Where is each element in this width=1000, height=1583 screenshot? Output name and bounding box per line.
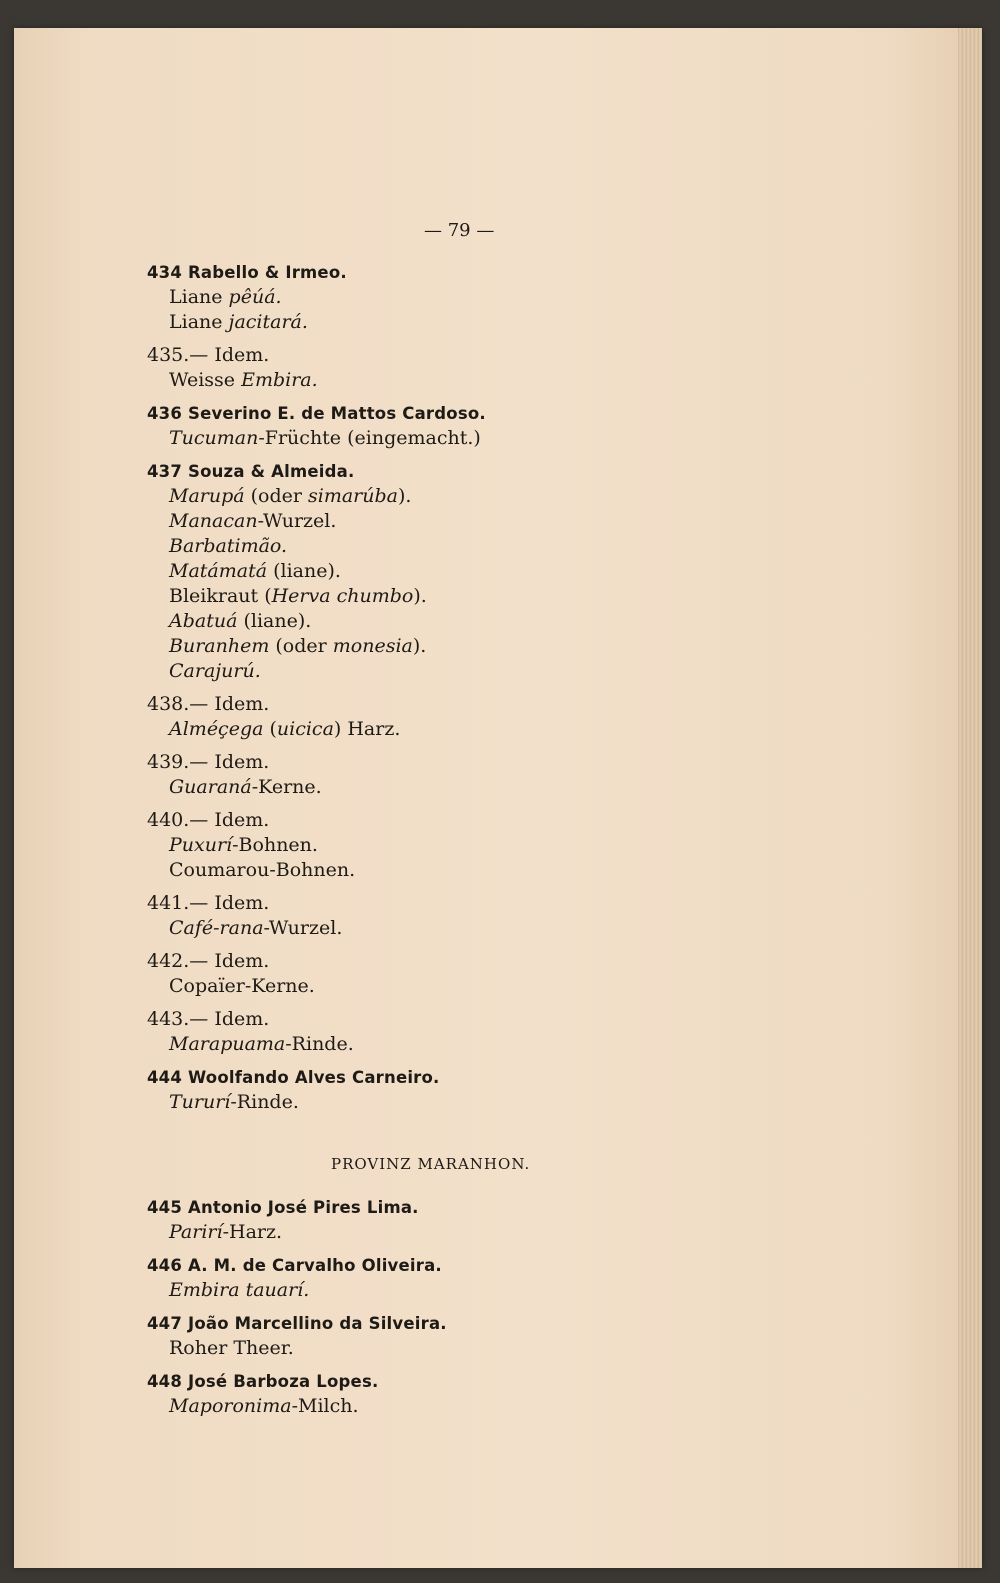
text-run: -Harz. (222, 1221, 283, 1243)
catalog-entry (147, 692, 607, 742)
entry-heading: 447 João Marcellino da Silveira. (147, 1314, 447, 1333)
entry-list-maranhon (147, 1195, 607, 1419)
text-run: -Wurzel. (257, 510, 337, 532)
entry-heading: 448 José Barboza Lopes. (147, 1372, 379, 1391)
italic-term: Matámatá (169, 560, 268, 582)
entry-heading: 446 A. M. de Carvalho Oliveira. (147, 1256, 442, 1275)
text-run: (liane). (237, 610, 312, 632)
page-content (147, 260, 607, 1427)
italic-term: Carajurú. (169, 660, 261, 682)
text-run: Weisse (169, 369, 242, 391)
text-run: -Bohnen. (232, 834, 318, 856)
entry-item (147, 1336, 607, 1361)
entry-item (147, 609, 607, 634)
italic-term: Buranhem (169, 635, 270, 657)
entry-heading: 438.— Idem. (147, 693, 270, 715)
entry-item (147, 717, 607, 742)
text-run: Copaïer-Kerne. (169, 975, 315, 997)
entry-item (147, 775, 607, 800)
entry-heading: 435.— Idem. (147, 344, 270, 366)
text-run: ( (263, 718, 277, 740)
text-run: ) Harz. (333, 718, 401, 740)
text-run: Liane (169, 286, 229, 308)
entry-heading: 442.— Idem. (147, 950, 270, 972)
italic-term: jacitará. (228, 311, 308, 333)
italic-term: uicica (276, 718, 334, 740)
italic-term: Marapuama (169, 1033, 286, 1055)
entry-heading: 434 Rabello & Irmeo. (147, 263, 347, 282)
entry-item (147, 534, 607, 559)
catalog-entry (147, 260, 607, 335)
section-heading: PROVINZ MARANHON. (331, 1155, 531, 1173)
entry-heading: 440.— Idem. (147, 809, 270, 831)
entry-list-rio-negro (147, 260, 607, 1115)
catalog-entry (147, 401, 607, 451)
italic-term: Parirí (169, 1221, 223, 1243)
book-page (14, 28, 982, 1568)
text-run: ). (398, 485, 412, 507)
entry-item (147, 634, 607, 659)
entry-item (147, 1394, 607, 1419)
catalog-entry (147, 459, 607, 684)
italic-term: Puxurí (169, 834, 233, 856)
catalog-entry (147, 1253, 607, 1303)
text-run: (liane). (267, 560, 341, 582)
entry-item (147, 916, 607, 941)
entry-item (147, 368, 607, 393)
entry-item (147, 1220, 607, 1245)
entry-item (147, 584, 607, 609)
entry-item (147, 858, 607, 883)
catalog-entry (147, 750, 607, 800)
entry-heading: 436 Severino E. de Mattos Cardoso. (147, 404, 486, 423)
italic-term: Marupá (169, 485, 245, 507)
page-number: — 79 — (424, 220, 495, 241)
catalog-entry (147, 343, 607, 393)
italic-term: Tururí (169, 1091, 231, 1113)
entry-item (147, 484, 607, 509)
italic-term: Embira tauarí. (169, 1279, 310, 1301)
text-run: (oder (244, 485, 309, 507)
entry-heading: 444 Woolfando Alves Carneiro. (147, 1068, 440, 1087)
entry-heading: 439.— Idem. (147, 751, 270, 773)
entry-item (147, 509, 607, 534)
catalog-entry (147, 1007, 607, 1057)
entry-item (147, 833, 607, 858)
italic-term: Café-rana (169, 917, 264, 939)
italic-term: simarúba (308, 485, 398, 507)
catalog-entry (147, 891, 607, 941)
italic-term: Abatuá (169, 610, 238, 632)
page-edge (958, 28, 982, 1568)
entry-item (147, 659, 607, 684)
entry-heading: 437 Souza & Almeida. (147, 462, 355, 481)
entry-item (147, 559, 607, 584)
text-run: Roher Theer. (169, 1337, 294, 1359)
text-run: -Wurzel. (263, 917, 343, 939)
entry-item (147, 1032, 607, 1057)
text-run: Coumarou-Bohnen. (169, 859, 356, 881)
entry-item (147, 1278, 607, 1303)
entry-heading: 443.— Idem. (147, 1008, 270, 1030)
text-run: ). (412, 635, 427, 657)
italic-term: Barbatimão. (169, 535, 288, 557)
entry-heading: 441.— Idem. (147, 892, 270, 914)
italic-term: Herva chumbo (271, 585, 414, 607)
catalog-entry (147, 1369, 607, 1419)
italic-term: Embira. (241, 369, 318, 391)
entry-item (147, 426, 607, 451)
text-run: -Rinde. (285, 1033, 354, 1055)
text-run: Liane (169, 311, 229, 333)
italic-term: Manacan (169, 510, 258, 532)
text-run: (oder (269, 635, 333, 657)
catalog-entry (147, 1065, 607, 1115)
text-run: Bleikraut ( (169, 585, 272, 607)
catalog-entry (147, 808, 607, 883)
entry-item (147, 1090, 607, 1115)
catalog-entry (147, 1195, 607, 1245)
text-run: -Milch. (291, 1395, 359, 1417)
catalog-entry (147, 1311, 607, 1361)
italic-term: pêúá. (228, 286, 282, 308)
catalog-entry (147, 949, 607, 999)
entry-item (147, 310, 607, 335)
text-run: -Früchte (eingemacht.) (258, 427, 481, 449)
entry-item (147, 285, 607, 310)
italic-term: Maporonima (169, 1395, 292, 1417)
entry-item (147, 974, 607, 999)
text-run: ). (413, 585, 427, 607)
italic-term: monesia (332, 635, 413, 657)
text-run: -Kerne. (251, 776, 322, 798)
italic-term: Guaraná (169, 776, 252, 798)
italic-term: Alméçega (169, 718, 264, 740)
text-run: -Rinde. (230, 1091, 299, 1113)
entry-heading: 445 Antonio José Pires Lima. (147, 1198, 419, 1217)
italic-term: Tucuman (169, 427, 259, 449)
